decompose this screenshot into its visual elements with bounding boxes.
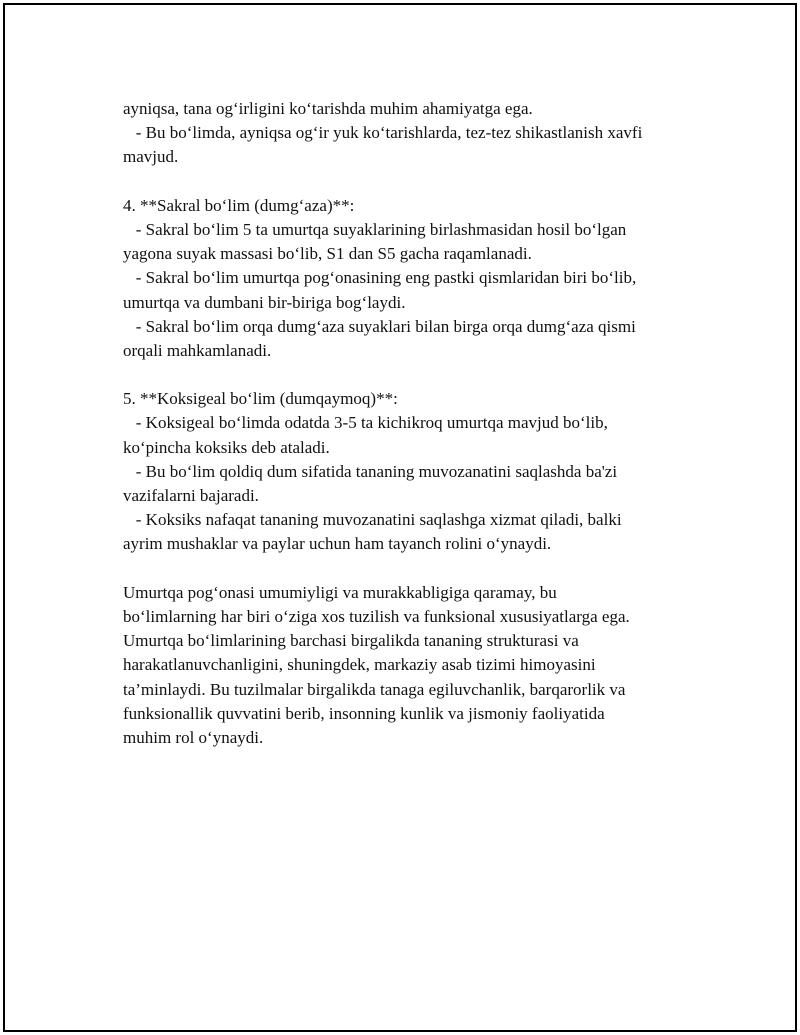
conclusion-line: muhim rol o‘ynaydi. [123, 727, 264, 747]
intro-line: - Bu bo‘limda, ayniqsa og‘ir yuk ko‘tarishlarda, tez-tez shikastlanish xavfi [123, 123, 643, 143]
conclusion-line: Umurtqa bo‘limlarining barchasi birgalikda tananing strukturasi va [123, 631, 579, 651]
section-4-line: - Sakral bo‘lim orqa dumg‘aza suyaklari bilan birga orqa dumg‘aza qismi [123, 316, 636, 336]
intro-line: mavjud. [123, 147, 179, 167]
section-4-heading: 4. **Sakral bo‘lim (dumg‘aza)**: [123, 195, 355, 215]
section-4-line: yagona suyak massasi bo‘lib, S1 dan S5 gacha raqamlanadi. [123, 244, 532, 264]
conclusion-line: bo‘limlarning har biri o‘ziga xos tuzilish va funksional xususiyatlarga ega. [123, 606, 630, 626]
section-5-line: vazifalarni bajaradi. [123, 486, 259, 505]
paragraph-gap [123, 363, 723, 387]
section-5-line: - Koksigeal bo‘limda odatda 3-5 ta kichikroq umurtqa mavjud bo‘lib, [123, 413, 608, 433]
section-4-line: - Sakral bo‘lim 5 ta umurtqa suyaklarining birlashmasidan hosil bo‘lgan [123, 219, 627, 239]
conclusion-line: funksionallik quvvatini berib, insonning kunlik va jismoniy faoliyatida [123, 703, 605, 723]
page-frame [3, 3, 797, 1032]
section-4-line: - Sakral bo‘lim umurtqa pog‘onasining eng pastki qismlaridan biri bo‘lib, [123, 268, 637, 288]
section-5-heading: 5. **Koksigeal bo‘lim (dumqaymoq)**: [123, 389, 398, 409]
conclusion-line: ta’minlaydi. Bu tuzilmalar birgalikda tanaga egiluvchanlik, barqarorlik va [123, 679, 626, 699]
paragraph-gap [123, 170, 723, 194]
conclusion-line: harakatlanuvchanligini, shuningdek, markaziy asab tizimi himoyasini [123, 655, 596, 675]
paragraph-gap [123, 557, 723, 581]
section-5-line: - Bu bo‘lim qoldiq dum sifatida tananing muvozanatini saqlashda ba'zi [123, 461, 618, 481]
section-5-line: ayrim mushaklar va paylar uchun ham tayanch rolini o‘ynaydi. [123, 534, 552, 554]
conclusion-line: Umurtqa pog‘onasi umumiyligi va murakkabligiga qaramay, bu [123, 582, 557, 602]
document-body [123, 97, 723, 750]
section-5-line: - Koksiks nafaqat tananing muvozanatini saqlashga xizmat qiladi, balki [123, 510, 622, 530]
section-4-line: umurtqa va dumbani bir-biriga bog‘laydi. [123, 292, 406, 312]
section-5-line: ko‘pincha koksiks deb ataladi. [123, 437, 330, 457]
section-4-line: orqali mahkamlanadi. [123, 340, 272, 360]
intro-line: ayniqsa, tana og‘irligini ko‘tarishda muhim ahamiyatga ega. [123, 99, 533, 118]
